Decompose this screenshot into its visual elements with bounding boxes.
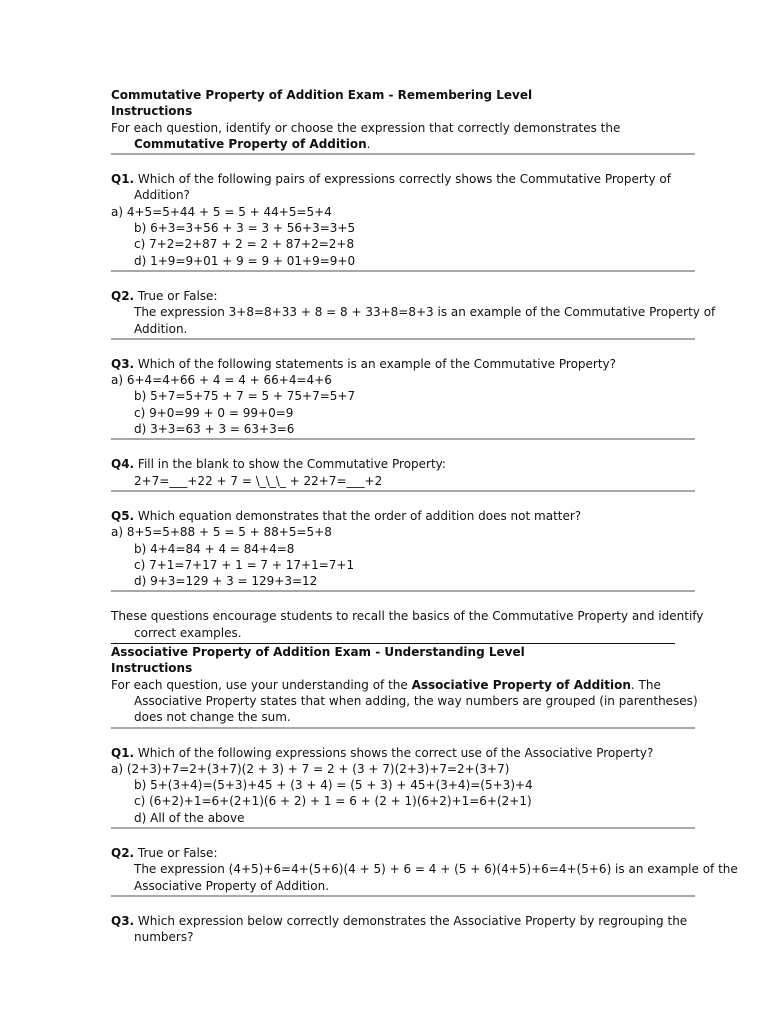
exam1-q1-option-d: d) 1+9=9+01 + 9 = 9 + 01+9=9+0	[134, 253, 356, 268]
question-text: Which of the following statements is an example of the Commutative Property?	[134, 356, 617, 371]
exam2-instructions-line1	[111, 677, 695, 693]
exam1-closing-line1: These questions encourage students to recall the basics of the Commutative Property and identify	[111, 609, 704, 624]
exam1-q3-option-c: c) 9+0=99 + 0 = 99+0=9	[134, 405, 294, 420]
question-text: Which of the following expressions shows the correct use of the Associative Property?	[134, 745, 654, 760]
exam1-instructions-line2	[111, 136, 695, 152]
exam1-q1-line1	[111, 171, 695, 187]
exam1-q5-line1	[111, 508, 695, 524]
question-text: True or False:	[134, 288, 218, 303]
exam1-q3-line1	[111, 356, 695, 372]
question-text: Which equation demonstrates that the order of addition does not matter?	[134, 508, 582, 523]
exam2-instructions-line2: Associative Property states that when adding, the way numbers are grouped (in parentheses)	[134, 693, 698, 708]
document	[111, 87, 738, 945]
exam2-q1-option-b: b) 5+(3+4)=(5+3)+45 + (3 + 4) = (5 + 3) + 45+(3+4)=(5+3)+4	[134, 778, 533, 793]
question-text: Fill in the blank to show the Commutative Property:	[134, 457, 446, 472]
question-number: Q2.	[111, 845, 135, 860]
exam1-q2-line3: Addition.	[134, 321, 188, 336]
exam2-instructions-start: For each question, use your understanding of the	[111, 677, 412, 692]
exam1-q5-option-a: a) 8+5=5+88 + 5 = 5 + 88+5=5+8	[111, 525, 332, 540]
exam1-q3-option-a: a) 6+4=4+66 + 4 = 4 + 66+4=4+6	[111, 373, 332, 388]
exam2-title: Associative Property of Addition Exam - Understanding Level	[111, 645, 525, 660]
exam2-q3-line2: numbers?	[134, 930, 194, 945]
question-number: Q4.	[111, 457, 135, 472]
exam2-instructions-bold: Associative Property of Addition	[411, 677, 631, 692]
question-text: Which expression below correctly demonstrates the Associative Property by regrouping the	[134, 913, 688, 928]
exam1-q2-line1	[111, 288, 695, 304]
exam1-q1-line2: Addition?	[134, 188, 190, 203]
exam1-instructions-line1: For each question, identify or choose the expression that correctly demonstrates the	[111, 120, 621, 135]
question-number: Q2.	[111, 288, 135, 303]
exam1-instructions-label: Instructions	[111, 104, 193, 119]
exam1-instructions-bold: Commutative Property of Addition	[134, 136, 367, 151]
question-number: Q5.	[111, 508, 135, 523]
exam1-q5-option-c: c) 7+1=7+17 + 1 = 7 + 17+1=7+1	[134, 557, 355, 572]
exam2-q2-line2: The expression (4+5)+6=4+(5+6)(4 + 5) + 6 = 4 + (5 + 6)(4+5)+6=4+(5+6) is an example of the	[134, 862, 738, 877]
exam1-title: Commutative Property of Addition Exam - Remembering Level	[111, 88, 533, 102]
exam2-instructions-end: . The	[630, 677, 661, 692]
exam2-q1-option-c: c) (6+2)+1=6+(2+1)(6 + 2) + 1 = 6 + (2 + 1)(6+2)+1=6+(2+1)	[134, 794, 532, 809]
exam2-instructions-label: Instructions	[111, 661, 193, 676]
exam2-q2-line1	[111, 845, 695, 861]
exam2-q2-line3: Associative Property of Addition.	[134, 878, 330, 893]
question-number: Q1.	[111, 172, 135, 187]
exam1-q1-option-b: b) 6+3=3+56 + 3 = 3 + 56+3=3+5	[134, 221, 356, 236]
exam1-q5-option-b: b) 4+4=84 + 4 = 84+4=8	[134, 541, 295, 556]
exam1-q1-option-a: a) 4+5=5+44 + 5 = 5 + 44+5=5+4	[111, 204, 332, 219]
exam1-closing-line2: correct examples.	[134, 625, 242, 640]
exam1-q4-line1	[111, 456, 695, 472]
exam2-q1-line1	[111, 745, 695, 761]
exam1-instructions-period: .	[366, 136, 371, 151]
exam1-q5-option-d: d) 9+3=129 + 3 = 129+3=12	[134, 574, 318, 589]
exam1-q3-option-d: d) 3+3=63 + 3 = 63+3=6	[134, 422, 295, 437]
exam1-q2-line2: The expression 3+8=8+33 + 8 = 8 + 33+8=8+3 is an example of the Commutative Property of	[134, 305, 716, 320]
exam1-q3-option-b: b) 5+7=5+75 + 7 = 5 + 75+7=5+7	[134, 389, 356, 404]
exam2-instructions-line3: does not change the sum.	[134, 710, 291, 725]
question-number: Q1.	[111, 745, 135, 760]
question-text: True or False:	[134, 845, 218, 860]
question-text: Which of the following pairs of expressions correctly shows the Commutative Property of	[134, 172, 671, 187]
question-number: Q3.	[111, 913, 135, 928]
exam2-q1-option-a: a) (2+3)+7=2+(3+7)(2 + 3) + 7 = 2 + (3 + 7)(2+3)+7=2+(3+7)	[111, 761, 510, 776]
exam2-q1-option-d: d) All of the above	[134, 810, 245, 825]
question-number: Q3.	[111, 356, 135, 371]
exam1-q4-line2: 2+7=___+22 + 7 = \_\_\_ + 22+7=___+2	[134, 473, 383, 488]
exam1-q1-option-c: c) 7+2=2+87 + 2 = 2 + 87+2=2+8	[134, 237, 355, 252]
exam2-q3-line1	[111, 913, 695, 929]
